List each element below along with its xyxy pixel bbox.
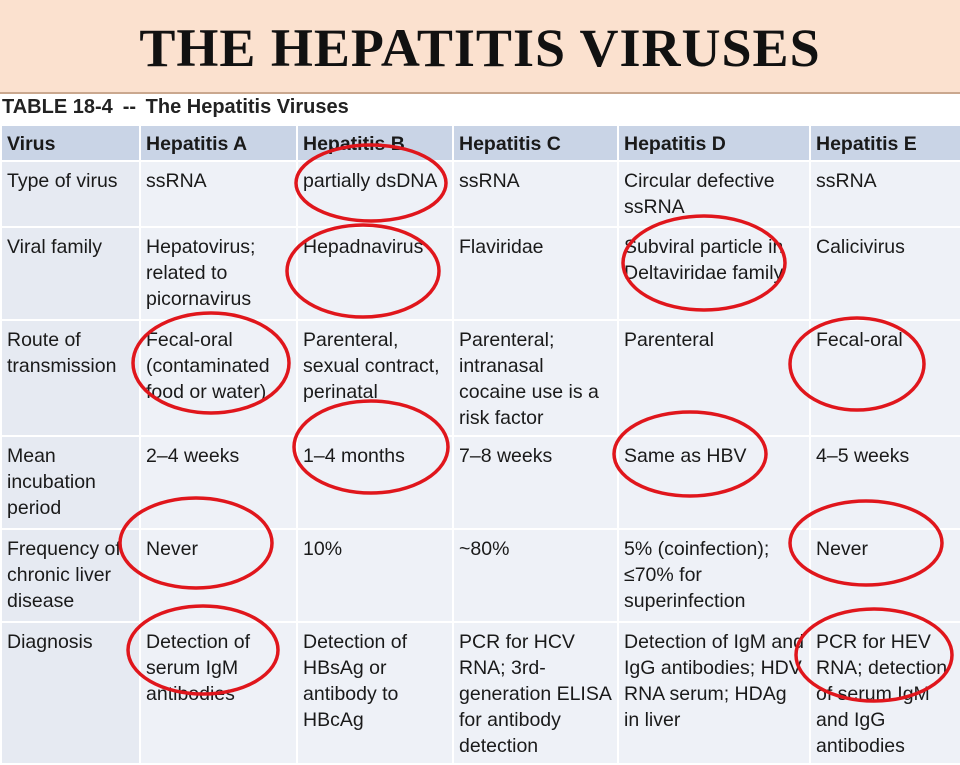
column-header: Hepatitis E — [810, 125, 960, 161]
table-cell: Hepatovirus; related to picornavirus — [140, 227, 297, 320]
title-banner — [0, 0, 960, 94]
column-header: Virus — [1, 125, 140, 161]
table-cell: Flaviridae — [453, 227, 618, 320]
table-cell: PCR for HEV RNA; detection of serum IgM and IgG antibodies — [810, 622, 960, 764]
table-row — [1, 529, 960, 622]
table-row — [1, 622, 960, 764]
table-caption — [2, 96, 349, 120]
table-row — [1, 161, 960, 227]
table-row — [1, 320, 960, 436]
table-cell: Fecal-oral (contaminated food or water) — [140, 320, 297, 436]
column-header: Hepatitis A — [140, 125, 297, 161]
table-cell: 5% (coinfection); ≤70% for superinfection — [618, 529, 810, 622]
caption-separator: -- — [122, 96, 137, 118]
table-cell: Parenteral; intranasal cocaine use is a risk factor — [453, 320, 618, 436]
table-cell: PCR for HCV RNA; 3rd-generation ELISA for antibody detection — [453, 622, 618, 764]
table-cell: Parenteral, sexual contract, perinatal — [297, 320, 453, 436]
table-cell: Same as HBV — [618, 436, 810, 529]
table-cell: 1–4 months — [297, 436, 453, 529]
table-cell: Never — [810, 529, 960, 622]
table-cell: 2–4 weeks — [140, 436, 297, 529]
table-cell: Circular defective ssRNA — [618, 161, 810, 227]
row-label: Route of transmission — [1, 320, 140, 436]
table-cell: Parenteral — [618, 320, 810, 436]
table-title: The Hepatitis Viruses — [145, 96, 349, 118]
row-label: Diagnosis — [1, 622, 140, 764]
table-row — [1, 227, 960, 320]
table-cell: ssRNA — [810, 161, 960, 227]
table-cell: Calicivirus — [810, 227, 960, 320]
column-header: Hepatitis C — [453, 125, 618, 161]
table-cell: Fecal-oral — [810, 320, 960, 436]
page-title: THE HEPATITIS VIRUSES — [139, 18, 821, 78]
table-cell: ssRNA — [140, 161, 297, 227]
row-label: Viral family — [1, 227, 140, 320]
table-cell: 10% — [297, 529, 453, 622]
table-id: TABLE 18-4 — [2, 96, 113, 118]
table-cell: partially dsDNA — [297, 161, 453, 227]
table-cell: Never — [140, 529, 297, 622]
table-cell: Hepadnavirus — [297, 227, 453, 320]
table-cell: Detection of IgM and IgG antibodies; HDV RNA serum; HDAg in liver — [618, 622, 810, 764]
column-header: Hepatitis B — [297, 125, 453, 161]
row-label: Mean incubation period — [1, 436, 140, 529]
row-label: Frequency of chronic liver disease — [1, 529, 140, 622]
table-cell: Detection of serum IgM antibodies — [140, 622, 297, 764]
header-row — [1, 125, 960, 161]
table-cell: 7–8 weeks — [453, 436, 618, 529]
table-cell: Subviral particle in Deltaviridae family — [618, 227, 810, 320]
table-cell: ~80% — [453, 529, 618, 622]
table-cell: 4–5 weeks — [810, 436, 960, 529]
row-label: Type of virus — [1, 161, 140, 227]
column-header: Hepatitis D — [618, 125, 810, 161]
table-cell: Detection of HBsAg or antibody to HBcAg — [297, 622, 453, 764]
table-row — [1, 436, 960, 529]
hepatitis-table — [0, 124, 960, 765]
table-cell: ssRNA — [453, 161, 618, 227]
